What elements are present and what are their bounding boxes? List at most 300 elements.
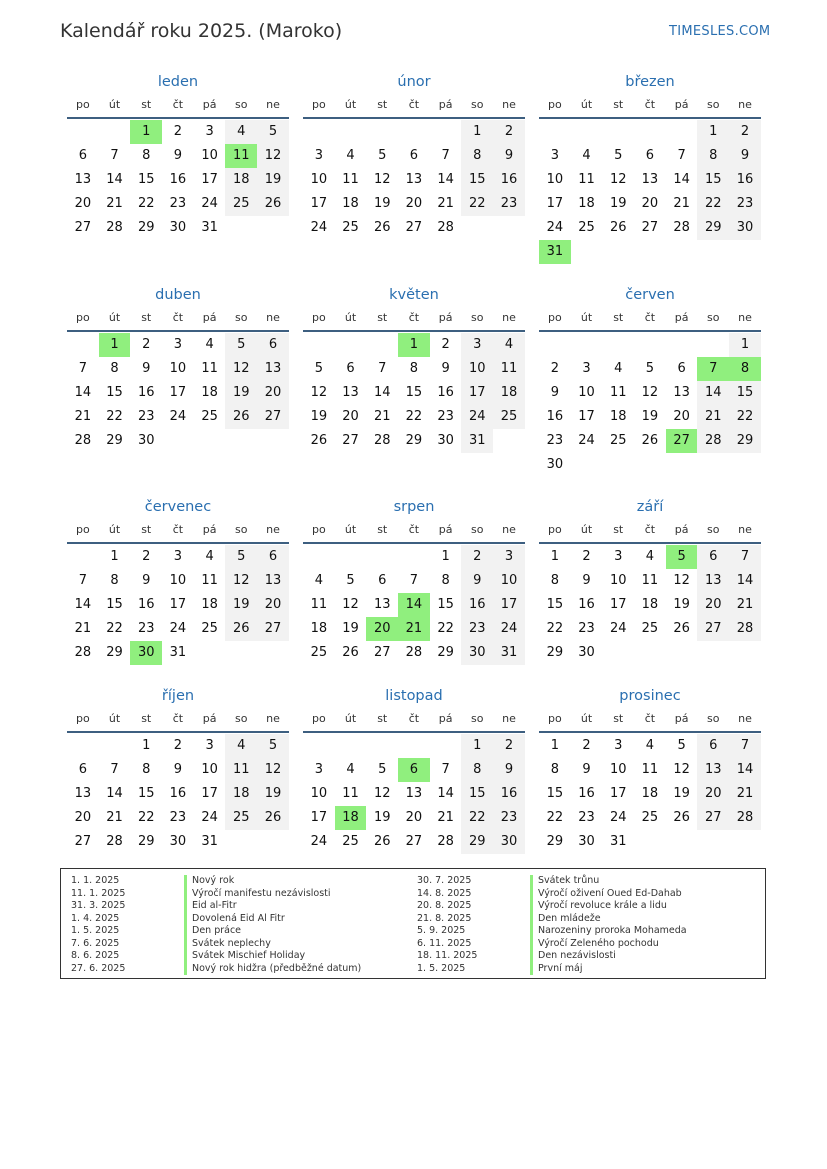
day-cell[interactable]: 4: [645, 738, 655, 753]
day-cell[interactable]: 8: [409, 361, 419, 376]
day-cell[interactable]: 19: [373, 810, 391, 825]
day-cell[interactable]: 7: [441, 148, 450, 163]
day-cell[interactable]: 22: [405, 409, 423, 424]
holiday-day-cell[interactable]: 1: [130, 120, 162, 144]
day-cell[interactable]: 7: [441, 762, 450, 777]
day-cell[interactable]: 27: [74, 834, 92, 849]
day-cell[interactable]: 27: [257, 405, 289, 429]
day-cell[interactable]: 29: [697, 216, 729, 240]
day-cell[interactable]: 23: [137, 621, 155, 636]
day-cell[interactable]: 9: [142, 361, 151, 376]
day-cell[interactable]: 22: [137, 196, 155, 211]
day-cell[interactable]: 26: [257, 192, 289, 216]
day-cell[interactable]: 16: [169, 172, 187, 187]
day-cell[interactable]: 21: [673, 196, 690, 211]
day-cell[interactable]: 3: [493, 545, 525, 569]
day-cell[interactable]: 20: [697, 782, 729, 806]
day-cell[interactable]: 7: [78, 361, 87, 376]
day-cell[interactable]: 11: [310, 597, 328, 612]
day-cell[interactable]: 23: [578, 621, 595, 636]
day-cell[interactable]: 12: [609, 172, 627, 187]
day-cell[interactable]: 12: [342, 597, 359, 612]
holiday-day-cell[interactable]: 1: [99, 333, 131, 357]
day-cell[interactable]: 2: [493, 734, 525, 758]
day-cell[interactable]: 17: [310, 196, 328, 211]
day-cell[interactable]: 19: [609, 196, 627, 211]
day-cell[interactable]: 7: [729, 545, 761, 569]
day-cell[interactable]: 24: [169, 409, 187, 424]
day-cell[interactable]: 28: [697, 429, 729, 453]
day-cell[interactable]: 21: [437, 810, 454, 825]
day-cell[interactable]: 6: [78, 762, 87, 777]
day-cell[interactable]: 5: [346, 573, 355, 588]
day-cell[interactable]: 6: [697, 545, 729, 569]
day-cell[interactable]: 30: [461, 641, 493, 665]
day-cell[interactable]: 22: [461, 192, 493, 216]
day-cell[interactable]: 21: [437, 196, 454, 211]
day-cell[interactable]: 1: [110, 549, 119, 564]
day-cell[interactable]: 20: [405, 810, 423, 825]
day-cell[interactable]: 29: [137, 220, 155, 235]
day-cell[interactable]: 27: [405, 834, 423, 849]
day-cell[interactable]: 12: [257, 144, 289, 168]
day-cell[interactable]: 29: [106, 645, 123, 660]
day-cell[interactable]: 25: [225, 806, 257, 830]
day-cell[interactable]: 5: [225, 333, 257, 357]
day-cell[interactable]: 1: [550, 738, 559, 753]
day-cell[interactable]: 10: [609, 762, 627, 777]
day-cell[interactable]: 30: [169, 220, 187, 235]
day-cell[interactable]: 2: [550, 361, 559, 376]
day-cell[interactable]: 19: [673, 597, 690, 612]
day-cell[interactable]: 14: [106, 172, 123, 187]
day-cell[interactable]: 29: [137, 834, 155, 849]
day-cell[interactable]: 11: [641, 573, 659, 588]
day-cell[interactable]: 18: [493, 381, 525, 405]
day-cell[interactable]: 29: [405, 433, 423, 448]
day-cell[interactable]: 4: [225, 120, 257, 144]
day-cell[interactable]: 9: [729, 144, 761, 168]
day-cell[interactable]: 10: [310, 172, 328, 187]
day-cell[interactable]: 21: [373, 409, 391, 424]
day-cell[interactable]: 15: [461, 782, 493, 806]
day-cell[interactable]: 5: [257, 734, 289, 758]
day-cell[interactable]: 18: [225, 168, 257, 192]
day-cell[interactable]: 16: [546, 409, 564, 424]
holiday-day-cell[interactable]: 30: [130, 641, 162, 665]
day-cell[interactable]: 19: [342, 621, 359, 636]
day-cell[interactable]: 15: [106, 597, 123, 612]
day-cell[interactable]: 1: [142, 738, 151, 753]
day-cell[interactable]: 30: [493, 830, 525, 854]
day-cell[interactable]: 10: [546, 172, 564, 187]
day-cell[interactable]: 27: [697, 617, 729, 641]
day-cell[interactable]: 26: [225, 405, 257, 429]
day-cell[interactable]: 4: [205, 549, 214, 564]
day-cell[interactable]: 21: [74, 409, 92, 424]
day-cell[interactable]: 2: [582, 738, 591, 753]
day-cell[interactable]: 1: [729, 333, 761, 357]
day-cell[interactable]: 9: [142, 573, 151, 588]
day-cell[interactable]: 2: [142, 337, 151, 352]
day-cell[interactable]: 25: [342, 220, 359, 235]
day-cell[interactable]: 2: [582, 549, 591, 564]
day-cell[interactable]: 16: [578, 597, 595, 612]
day-cell[interactable]: 23: [437, 409, 454, 424]
day-cell[interactable]: 6: [677, 361, 686, 376]
day-cell[interactable]: 25: [201, 621, 218, 636]
day-cell[interactable]: 17: [169, 385, 187, 400]
day-cell[interactable]: 27: [74, 220, 92, 235]
day-cell[interactable]: 28: [729, 617, 761, 641]
day-cell[interactable]: 21: [74, 621, 92, 636]
day-cell[interactable]: 25: [641, 810, 659, 825]
day-cell[interactable]: 23: [493, 192, 525, 216]
day-cell[interactable]: 2: [142, 549, 151, 564]
day-cell[interactable]: 28: [405, 645, 423, 660]
day-cell[interactable]: 14: [373, 385, 391, 400]
day-cell[interactable]: 8: [461, 144, 493, 168]
day-cell[interactable]: 15: [137, 786, 155, 801]
day-cell[interactable]: 5: [614, 148, 623, 163]
day-cell[interactable]: 27: [373, 645, 391, 660]
day-cell[interactable]: 16: [169, 786, 187, 801]
day-cell[interactable]: 28: [106, 834, 123, 849]
day-cell[interactable]: 11: [609, 385, 627, 400]
day-cell[interactable]: 7: [677, 148, 686, 163]
day-cell[interactable]: 9: [582, 762, 591, 777]
day-cell[interactable]: 30: [546, 457, 564, 472]
day-cell[interactable]: 13: [373, 597, 391, 612]
day-cell[interactable]: 11: [201, 573, 218, 588]
day-cell[interactable]: 14: [437, 786, 454, 801]
day-cell[interactable]: 3: [173, 337, 183, 352]
day-cell[interactable]: 31: [609, 834, 627, 849]
day-cell[interactable]: 6: [645, 148, 655, 163]
day-cell[interactable]: 9: [441, 361, 450, 376]
day-cell[interactable]: 11: [641, 762, 659, 777]
day-cell[interactable]: 30: [729, 216, 761, 240]
day-cell[interactable]: 4: [346, 762, 355, 777]
day-cell[interactable]: 21: [729, 593, 761, 617]
day-cell[interactable]: 7: [378, 361, 387, 376]
day-cell[interactable]: 22: [697, 192, 729, 216]
day-cell[interactable]: 7: [110, 148, 119, 163]
day-cell[interactable]: 24: [310, 220, 328, 235]
day-cell[interactable]: 14: [729, 569, 761, 593]
day-cell[interactable]: 24: [609, 621, 627, 636]
day-cell[interactable]: 7: [78, 573, 87, 588]
day-cell[interactable]: 20: [74, 196, 92, 211]
day-cell[interactable]: 31: [493, 641, 525, 665]
day-cell[interactable]: 23: [493, 806, 525, 830]
day-cell[interactable]: 15: [461, 168, 493, 192]
day-cell[interactable]: 18: [342, 196, 359, 211]
day-cell[interactable]: 13: [74, 172, 92, 187]
day-cell[interactable]: 11: [225, 758, 257, 782]
day-cell[interactable]: 17: [201, 786, 218, 801]
day-cell[interactable]: 26: [257, 806, 289, 830]
day-cell[interactable]: 25: [641, 621, 659, 636]
day-cell[interactable]: 13: [697, 569, 729, 593]
day-cell[interactable]: 9: [582, 573, 591, 588]
day-cell[interactable]: 12: [310, 385, 328, 400]
day-cell[interactable]: 13: [641, 172, 659, 187]
day-cell[interactable]: 19: [310, 409, 328, 424]
day-cell[interactable]: 19: [225, 593, 257, 617]
day-cell[interactable]: 17: [609, 597, 627, 612]
day-cell[interactable]: 20: [257, 381, 289, 405]
day-cell[interactable]: 7: [110, 762, 119, 777]
day-cell[interactable]: 24: [461, 405, 493, 429]
day-cell[interactable]: 12: [225, 357, 257, 381]
day-cell[interactable]: 15: [729, 381, 761, 405]
day-cell[interactable]: 22: [461, 806, 493, 830]
day-cell[interactable]: 26: [225, 617, 257, 641]
day-cell[interactable]: 23: [169, 196, 187, 211]
day-cell[interactable]: 18: [310, 621, 328, 636]
day-cell[interactable]: 8: [461, 758, 493, 782]
day-cell[interactable]: 1: [697, 120, 729, 144]
day-cell[interactable]: 24: [310, 834, 328, 849]
day-cell[interactable]: 7: [729, 734, 761, 758]
day-cell[interactable]: 18: [201, 597, 218, 612]
day-cell[interactable]: 6: [697, 734, 729, 758]
day-cell[interactable]: 16: [729, 168, 761, 192]
day-cell[interactable]: 16: [137, 385, 155, 400]
day-cell[interactable]: 26: [310, 433, 328, 448]
day-cell[interactable]: 29: [546, 645, 564, 660]
holiday-day-cell[interactable]: 14: [398, 593, 430, 617]
day-cell[interactable]: 10: [493, 569, 525, 593]
day-cell[interactable]: 25: [201, 409, 218, 424]
day-cell[interactable]: 25: [578, 220, 595, 235]
day-cell[interactable]: 29: [729, 429, 761, 453]
day-cell[interactable]: 9: [173, 762, 183, 777]
day-cell[interactable]: 3: [205, 124, 214, 139]
day-cell[interactable]: 15: [437, 597, 454, 612]
day-cell[interactable]: 3: [550, 148, 559, 163]
day-cell[interactable]: 15: [137, 172, 155, 187]
day-cell[interactable]: 8: [550, 573, 559, 588]
day-cell[interactable]: 31: [461, 429, 493, 453]
day-cell[interactable]: 19: [257, 782, 289, 806]
day-cell[interactable]: 8: [142, 148, 151, 163]
day-cell[interactable]: 21: [106, 810, 123, 825]
day-cell[interactable]: 8: [441, 573, 450, 588]
day-cell[interactable]: 5: [677, 738, 686, 753]
day-cell[interactable]: 3: [614, 549, 623, 564]
day-cell[interactable]: 27: [697, 806, 729, 830]
day-cell[interactable]: 3: [205, 738, 214, 753]
day-cell[interactable]: 23: [461, 617, 493, 641]
day-cell[interactable]: 15: [405, 385, 423, 400]
day-cell[interactable]: 13: [257, 357, 289, 381]
day-cell[interactable]: 24: [609, 810, 627, 825]
day-cell[interactable]: 6: [409, 148, 419, 163]
day-cell[interactable]: 10: [201, 148, 218, 163]
holiday-day-cell[interactable]: 8: [729, 357, 761, 381]
day-cell[interactable]: 20: [405, 196, 423, 211]
day-cell[interactable]: 17: [310, 810, 328, 825]
day-cell[interactable]: 5: [378, 148, 387, 163]
day-cell[interactable]: 22: [546, 621, 564, 636]
brand-link[interactable]: TIMESLES.COM: [669, 24, 771, 39]
day-cell[interactable]: 28: [673, 220, 690, 235]
day-cell[interactable]: 25: [342, 834, 359, 849]
day-cell[interactable]: 29: [546, 834, 564, 849]
day-cell[interactable]: 1: [550, 549, 559, 564]
day-cell[interactable]: 23: [137, 409, 155, 424]
holiday-day-cell[interactable]: 21: [398, 617, 430, 641]
day-cell[interactable]: 25: [493, 405, 525, 429]
day-cell[interactable]: 4: [314, 573, 323, 588]
day-cell[interactable]: 31: [169, 645, 187, 660]
day-cell[interactable]: 2: [493, 120, 525, 144]
day-cell[interactable]: 6: [257, 333, 289, 357]
day-cell[interactable]: 29: [437, 645, 454, 660]
day-cell[interactable]: 16: [493, 168, 525, 192]
day-cell[interactable]: 13: [257, 569, 289, 593]
day-cell[interactable]: 28: [373, 433, 391, 448]
day-cell[interactable]: 26: [342, 645, 359, 660]
day-cell[interactable]: 12: [257, 758, 289, 782]
day-cell[interactable]: 2: [173, 124, 183, 139]
day-cell[interactable]: 30: [169, 834, 187, 849]
day-cell[interactable]: 24: [201, 196, 218, 211]
day-cell[interactable]: 16: [578, 786, 595, 801]
day-cell[interactable]: 12: [673, 573, 690, 588]
day-cell[interactable]: 13: [697, 758, 729, 782]
day-cell[interactable]: 4: [205, 337, 214, 352]
day-cell[interactable]: 9: [550, 385, 559, 400]
day-cell[interactable]: 13: [342, 385, 359, 400]
day-cell[interactable]: 28: [729, 806, 761, 830]
day-cell[interactable]: 30: [578, 645, 595, 660]
day-cell[interactable]: 12: [373, 786, 391, 801]
day-cell[interactable]: 10: [169, 361, 187, 376]
day-cell[interactable]: 17: [493, 593, 525, 617]
day-cell[interactable]: 1: [461, 120, 493, 144]
day-cell[interactable]: 22: [729, 405, 761, 429]
day-cell[interactable]: 28: [106, 220, 123, 235]
day-cell[interactable]: 25: [225, 192, 257, 216]
holiday-day-cell[interactable]: 1: [398, 333, 430, 357]
day-cell[interactable]: 28: [437, 834, 454, 849]
day-cell[interactable]: 26: [373, 834, 391, 849]
day-cell[interactable]: 8: [550, 762, 559, 777]
holiday-day-cell[interactable]: 7: [697, 357, 729, 381]
day-cell[interactable]: 20: [641, 196, 659, 211]
day-cell[interactable]: 19: [673, 786, 690, 801]
day-cell[interactable]: 6: [346, 361, 355, 376]
day-cell[interactable]: 20: [342, 409, 359, 424]
day-cell[interactable]: 30: [437, 433, 454, 448]
holiday-day-cell[interactable]: 27: [666, 429, 698, 453]
day-cell[interactable]: 14: [729, 758, 761, 782]
day-cell[interactable]: 2: [173, 738, 183, 753]
day-cell[interactable]: 24: [169, 621, 187, 636]
day-cell[interactable]: 24: [493, 617, 525, 641]
day-cell[interactable]: 10: [461, 357, 493, 381]
day-cell[interactable]: 5: [378, 762, 387, 777]
holiday-day-cell[interactable]: 20: [366, 617, 398, 641]
day-cell[interactable]: 4: [582, 148, 591, 163]
day-cell[interactable]: 18: [641, 786, 659, 801]
day-cell[interactable]: 16: [461, 593, 493, 617]
holiday-day-cell[interactable]: 5: [666, 545, 698, 569]
day-cell[interactable]: 8: [697, 144, 729, 168]
day-cell[interactable]: 18: [641, 597, 659, 612]
day-cell[interactable]: 8: [142, 762, 151, 777]
day-cell[interactable]: 4: [645, 549, 655, 564]
day-cell[interactable]: 2: [441, 337, 450, 352]
day-cell[interactable]: 30: [578, 834, 595, 849]
day-cell[interactable]: 28: [74, 645, 92, 660]
day-cell[interactable]: 14: [106, 786, 123, 801]
day-cell[interactable]: 10: [310, 786, 328, 801]
day-cell[interactable]: 6: [78, 148, 87, 163]
day-cell[interactable]: 15: [546, 597, 564, 612]
day-cell[interactable]: 24: [201, 810, 218, 825]
day-cell[interactable]: 18: [201, 385, 218, 400]
day-cell[interactable]: 24: [546, 220, 564, 235]
day-cell[interactable]: 18: [578, 196, 595, 211]
day-cell[interactable]: 27: [405, 220, 423, 235]
day-cell[interactable]: 26: [609, 220, 627, 235]
day-cell[interactable]: 27: [342, 433, 359, 448]
day-cell[interactable]: 23: [169, 810, 187, 825]
day-cell[interactable]: 1: [441, 549, 450, 564]
day-cell[interactable]: 6: [257, 545, 289, 569]
day-cell[interactable]: 24: [578, 433, 595, 448]
day-cell[interactable]: 14: [697, 381, 729, 405]
day-cell[interactable]: 4: [346, 148, 355, 163]
day-cell[interactable]: 5: [645, 361, 655, 376]
day-cell[interactable]: 10: [201, 762, 218, 777]
day-cell[interactable]: 6: [378, 573, 387, 588]
day-cell[interactable]: 9: [493, 144, 525, 168]
day-cell[interactable]: 22: [437, 621, 454, 636]
day-cell[interactable]: 21: [697, 405, 729, 429]
day-cell[interactable]: 3: [314, 148, 323, 163]
day-cell[interactable]: 10: [169, 573, 187, 588]
holiday-day-cell[interactable]: 11: [225, 144, 257, 168]
day-cell[interactable]: 11: [201, 361, 218, 376]
day-cell[interactable]: 20: [673, 409, 690, 424]
day-cell[interactable]: 19: [373, 196, 391, 211]
day-cell[interactable]: 20: [697, 593, 729, 617]
day-cell[interactable]: 17: [578, 409, 595, 424]
day-cell[interactable]: 29: [461, 830, 493, 854]
day-cell[interactable]: 13: [405, 172, 423, 187]
day-cell[interactable]: 11: [578, 172, 595, 187]
day-cell[interactable]: 31: [201, 834, 218, 849]
day-cell[interactable]: 29: [106, 433, 123, 448]
day-cell[interactable]: 14: [437, 172, 454, 187]
day-cell[interactable]: 16: [437, 385, 454, 400]
day-cell[interactable]: 26: [673, 621, 690, 636]
day-cell[interactable]: 3: [173, 549, 183, 564]
day-cell[interactable]: 14: [74, 597, 92, 612]
day-cell[interactable]: 18: [225, 782, 257, 806]
holiday-day-cell[interactable]: 18: [335, 806, 367, 830]
day-cell[interactable]: 12: [673, 762, 690, 777]
day-cell[interactable]: 26: [641, 433, 659, 448]
day-cell[interactable]: 25: [310, 645, 328, 660]
day-cell[interactable]: 17: [461, 381, 493, 405]
day-cell[interactable]: 23: [546, 433, 564, 448]
